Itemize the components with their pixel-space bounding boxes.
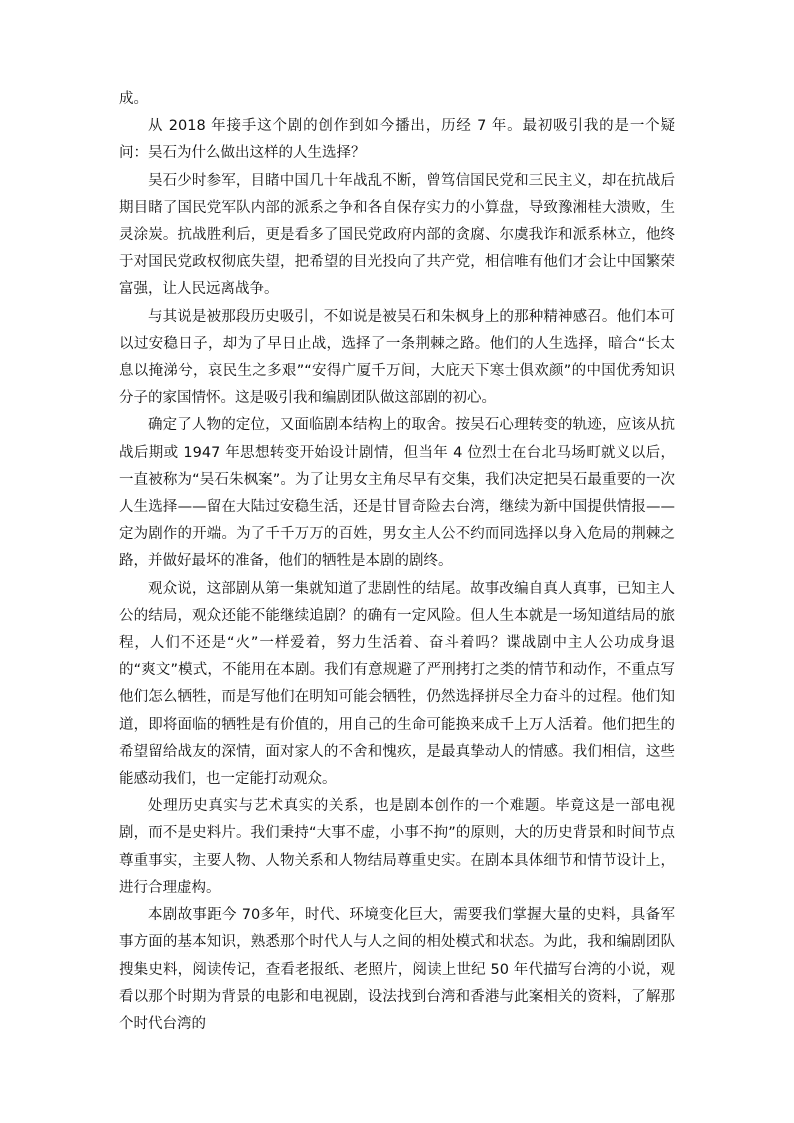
paragraph: 从 2018 年接手这个剧的创作到如今播出，历经 7 年。最初吸引我的是一个疑问：吴石为什么做出这样的人生选择？ (119, 118, 675, 162)
paragraph: 处理历史真实与艺术真实的关系，也是剧本创作的一个难题。毕竟这是一部电视剧，而不是史料片。我们秉持“大事不虚，小事不拘”的原则，大的历史背景和时间节点尊重事实，主要人物、人物关系和人物结局尊重史实。在剧本具体细节和情节设计上，进行合理虚构。 (119, 798, 675, 896)
paragraph: 确定了人物的定位，又面临剧本结构上的取舍。按吴石心理转变的轨迹，应该从抗战后期或 1947 年思想转变开始设计剧情，但当年 4 位烈士在台北马场町就义以后，一直被称为“吴石朱枫案”。为了让男女主角尽早有交集，我们决定把吴石最重要的一次人生选择——留在大陆过安稳生活，还是甘冒奇险去台湾，继续为新中国提供情报——定为剧作的开端。为了千千万万的百姓，男女主人公不约而同选择以身入危局的荆棘之路，并做好最坏的准备，他们的牺牲是本剧的剧终。 (119, 417, 675, 570)
paragraph-continuation: 成。 (119, 91, 148, 107)
paragraph: 观众说，这部剧从第一集就知道了悲剧性的结尾。故事改编自真人真事，已知主人公的结局，观众还能不能继续追剧？的确有一定风险。但人生本就是一场知道结局的旅程，人们不还是“火”一样爱着，努力生活着、奋斗着吗？谍战剧中主人公功成身退的“爽文”模式，不能用在本剧。我们有意规避了严刑拷打之类的情节和动作，不重点写他们怎么牺牲，而是写他们在明知可能会牺牲，仍然选择拼尽全力奋斗的过程。他们知道，即将面临的牺牲是有价值的，用自己的生命可能换来成千上万人活着。他们把生的希望留给战友的深情，面对家人的不舍和愧疚，是最真挚动人的情感。我们相信，这些能感动我们，也一定能打动观众。 (119, 580, 675, 788)
paragraph: 与其说是被那段历史吸引，不如说是被吴石和朱枫身上的那种精神感召。他们本可以过安稳日子，却为了早日止战，选择了一条荆棘之路。他们的人生选择，暗合“长太息以掩涕兮，哀民生之多艰”“安得广厦千万间，大庇天下寒士俱欢颜”的中国优秀知识分子的家国情怀。这是吸引我和编剧团队做这部剧的初心。 (119, 308, 675, 407)
paragraph: 本剧故事距今 70多年，时代、环境变化巨大，需要我们掌握大量的史料，具备军事方面的基本知识，熟悉那个时代人与人之间的相处模式和状态。为此，我和编剧团队搜集史料，阅读传记，查看老报纸、老照片，阅读上世纪 50 年代描写台湾的小说，观看以那个时期为背景的电影和电视剧，设法找到台湾和香港与此案相关的资料，了解那个时代台湾的 (119, 907, 675, 1032)
paragraph: 吴石少时参军，目睹中国几十年战乱不断，曾笃信国民党和三民主义，却在抗战后期目睹了国民党军队内部的派系之争和各自保存实力的小算盘，导致豫湘桂大溃败，生灵涂炭。抗战胜利后，更是看多了国民党政府内部的贪腐、尔虞我诈和派系林立，他终于对国民党政权彻底失望，把希望的目光投向了共产党，相信唯有他们才会让中国繁荣富强，让人民远离战争。 (119, 172, 675, 298)
document-body (119, 86, 675, 1038)
